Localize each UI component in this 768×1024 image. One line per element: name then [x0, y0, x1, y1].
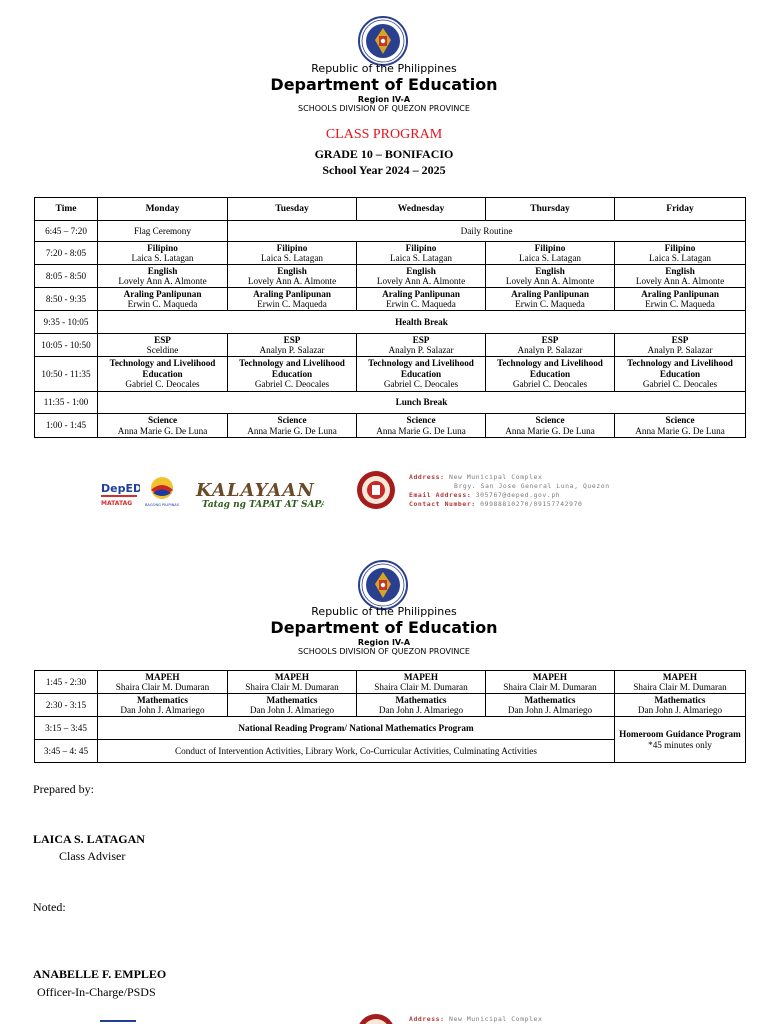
class-schedule-table [34, 197, 746, 438]
kalayaan-tagline: Tatag ng TAPAT AT SAPAT [202, 500, 324, 510]
header-monday: Monday [98, 198, 228, 221]
class-cell [228, 334, 357, 357]
contact-label: Contact Number: [409, 500, 476, 508]
subject-label: ESP [283, 334, 301, 345]
address-block [409, 1015, 542, 1024]
class-cell [615, 357, 746, 392]
time-cell: 1:45 - 2:30 [35, 671, 98, 694]
school-seal-icon [356, 1013, 396, 1024]
subject-label: MAPEH [274, 671, 310, 682]
class-schedule-table-continued [34, 670, 746, 763]
subject-label: English [277, 265, 307, 276]
flag-ceremony-cell: Flag Ceremony [98, 221, 228, 242]
time-cell: 8:05 - 8:50 [35, 265, 98, 288]
class-cell [486, 357, 615, 392]
teacher-label: Lovely Ann A. Almonte [376, 276, 466, 286]
subject-label: Filipino [534, 242, 566, 253]
class-cell [228, 357, 357, 392]
time-cell: 11:35 - 1:00 [35, 392, 98, 414]
time-cell: 2:30 - 3:15 [35, 694, 98, 717]
teacher-label: Laica S. Latagan [131, 253, 194, 263]
subject-label: English [147, 265, 178, 276]
teacher-label: Erwin C. Maqueda [257, 299, 327, 309]
subject-label: Araling Panlipunan [511, 288, 589, 299]
class-cell [615, 265, 746, 288]
header-friday: Friday [615, 198, 746, 221]
subject-label: Mathematics [266, 694, 318, 705]
deped-logo-text: DepED [101, 482, 140, 495]
subject-label: MAPEH [145, 671, 180, 682]
table-row [35, 414, 746, 438]
subject-label: Science [535, 415, 565, 425]
subject-label: Technology and Livelihood Education [627, 358, 733, 379]
class-cell [486, 694, 615, 717]
noted-by-role: Officer-In-Charge/PSDS [37, 985, 156, 999]
teacher-label: Lovely Ann A. Almonte [635, 276, 725, 286]
class-cell [615, 414, 746, 438]
deped-seal-icon [358, 16, 408, 66]
class-cell [357, 357, 486, 392]
teacher-label: Analyn P. Salazar [388, 345, 454, 355]
subject-label: English [665, 265, 695, 276]
time-cell: 7:20 - 8:05 [35, 242, 98, 265]
table-row [35, 311, 746, 334]
teacher-label: Dan John J. Almariego [249, 705, 335, 715]
teacher-label: Gabriel C. Deocales [125, 379, 200, 390]
teacher-label: Laica S. Latagan [390, 253, 452, 263]
table-row [35, 288, 746, 311]
class-cell [486, 242, 615, 265]
teacher-label: Lovely Ann A. Almonte [505, 276, 595, 286]
subject-label: English [406, 265, 436, 276]
class-cell [98, 357, 228, 392]
class-cell [357, 288, 486, 311]
teacher-label: Gabriel C. Deocales [512, 379, 588, 390]
subject-label: Mathematics [524, 694, 576, 705]
time-cell: 9:35 - 10:05 [35, 311, 98, 334]
subject-label: Technology and Livelihood Education [368, 358, 474, 379]
teacher-label: Shaira Clair M. Dumaran [374, 682, 468, 692]
class-cell [357, 334, 486, 357]
teacher-label: Anna Marie G. De Luna [635, 425, 725, 436]
contact-value: 09988810270/09157742970 [480, 500, 583, 508]
daily-routine-cell: Daily Routine [228, 221, 746, 242]
grade-section: GRADE 10 – BONIFACIO [314, 147, 454, 161]
class-cell [357, 242, 486, 265]
bagong-pilipinas-logo [144, 474, 180, 508]
homeroom-title: Homeroom Guidance Program [619, 729, 741, 739]
prepared-by-name: LAICA S. LATAGAN [33, 832, 145, 846]
header-time: Time [35, 198, 98, 221]
table-row [35, 392, 746, 414]
subject-label: Mathematics [395, 694, 447, 705]
table-row [35, 694, 746, 717]
class-cell [98, 671, 228, 694]
division-label: SCHOOLS DIVISION OF QUEZON PROVINCE [298, 104, 470, 113]
subject-label: ESP [671, 334, 689, 345]
class-cell [486, 265, 615, 288]
class-cell [615, 671, 746, 694]
subject-label: English [535, 265, 565, 276]
teacher-label: Lovely Ann A. Almonte [247, 276, 337, 286]
teacher-label: Analyn P. Salazar [517, 345, 583, 355]
teacher-label: Sceldine [146, 345, 179, 355]
teacher-label: Anna Marie G. De Luna [247, 425, 337, 436]
table-row [35, 334, 746, 357]
class-cell [357, 265, 486, 288]
class-cell [486, 671, 615, 694]
department-title: Department of Education [270, 618, 498, 637]
subject-label: ESP [541, 334, 559, 345]
address-line1: New Municipal Complex [449, 473, 543, 481]
teacher-label: Laica S. Latagan [519, 253, 581, 263]
subject-label: MAPEH [662, 671, 698, 682]
class-cell [228, 694, 357, 717]
school-seal-icon [356, 470, 396, 510]
subject-label: MAPEH [532, 671, 568, 682]
class-cell [228, 414, 357, 438]
subject-label: MAPEH [403, 671, 439, 682]
email-value: 305767@deped.gov.ph [475, 491, 561, 499]
class-cell [357, 694, 486, 717]
health-break-cell: Health Break [98, 311, 746, 334]
subject-label: ESP [412, 334, 430, 345]
kalayaan-logo [194, 478, 324, 512]
class-cell [98, 414, 228, 438]
class-cell [615, 694, 746, 717]
subject-label: Filipino [405, 242, 437, 253]
republic-label: Republic of the Philippines [311, 605, 457, 618]
subject-label: Araling Panlipunan [253, 288, 331, 299]
table-header-row [35, 198, 746, 221]
noted-label: Noted: [33, 900, 66, 914]
prepared-by-role: Class Adviser [59, 849, 126, 863]
subject-label: ESP [154, 334, 171, 345]
teacher-label: Erwin C. Maqueda [645, 299, 715, 309]
deped-matatag-logo [100, 1020, 140, 1024]
class-cell [357, 414, 486, 438]
subject-label: Science [147, 415, 178, 425]
class-cell [98, 288, 228, 311]
department-title: Department of Education [270, 75, 498, 94]
subject-label: Science [277, 415, 307, 425]
address-line2: Brgy. San Jose General Luna, Quezon [454, 482, 610, 490]
teacher-label: Dan John J. Almariego [120, 705, 205, 715]
deped-seal-icon [358, 560, 408, 610]
subject-label: Filipino [276, 242, 308, 253]
class-cell [615, 288, 746, 311]
class-cell [98, 694, 228, 717]
homeroom-guidance-cell [615, 717, 746, 763]
intervention-activities-cell: Conduct of Intervention Activities, Library Work, Co-Curricular Activities, Culminating Activities [98, 740, 615, 763]
address-label: Address: [409, 1015, 445, 1023]
teacher-label: Anna Marie G. De Luna [117, 425, 208, 436]
teacher-label: Dan John J. Almariego [378, 705, 464, 715]
class-cell [228, 265, 357, 288]
kalayaan-text: KALAYAAN [196, 480, 315, 501]
time-cell: 6:45 – 7:20 [35, 221, 98, 242]
bagong-pilipinas-text: BAGONG PILIPINAS [144, 503, 180, 507]
class-cell [98, 334, 228, 357]
teacher-label: Erwin C. Maqueda [386, 299, 456, 309]
subject-label: Mathematics [654, 694, 706, 705]
time-cell: 10:50 - 11:35 [35, 357, 98, 392]
time-cell: 3:45 – 4: 45 [35, 740, 98, 763]
division-label: SCHOOLS DIVISION OF QUEZON PROVINCE [298, 647, 470, 656]
class-cell [486, 334, 615, 357]
teacher-label: Laica S. Latagan [261, 253, 323, 263]
class-cell [98, 265, 228, 288]
teacher-label: Analyn P. Salazar [259, 345, 325, 355]
time-cell: 10:05 - 10:50 [35, 334, 98, 357]
prepared-by-label: Prepared by: [33, 782, 94, 796]
subject-label: Araling Panlipunan [123, 288, 202, 299]
republic-label: Republic of the Philippines [311, 62, 457, 75]
time-cell: 3:15 – 3:45 [35, 717, 98, 740]
school-year: School Year 2024 – 2025 [322, 163, 446, 177]
teacher-label: Erwin C. Maqueda [515, 299, 585, 309]
class-cell [228, 288, 357, 311]
subject-label: Technology and Livelihood Education [497, 358, 603, 379]
teacher-label: Gabriel C. Deocales [254, 379, 330, 390]
table-row [35, 717, 746, 740]
teacher-label: Dan John J. Almariego [507, 705, 593, 715]
subject-label: Araling Panlipunan [641, 288, 719, 299]
class-cell [228, 242, 357, 265]
header-thursday: Thursday [486, 198, 615, 221]
teacher-label: Anna Marie G. De Luna [376, 425, 466, 436]
lunch-break-cell: Lunch Break [98, 392, 746, 414]
class-cell [357, 671, 486, 694]
teacher-label: Shaira Clair M. Dumaran [633, 682, 727, 692]
class-program-title: CLASS PROGRAM [325, 127, 443, 142]
homeroom-note: *45 minutes only [648, 739, 712, 750]
teacher-label: Erwin C. Maqueda [127, 299, 198, 309]
class-cell [615, 334, 746, 357]
address-block [409, 473, 610, 509]
header-wednesday: Wednesday [357, 198, 486, 221]
subject-label: Mathematics [136, 694, 189, 705]
reading-math-program-cell: National Reading Program/ National Mathematics Program [98, 717, 615, 740]
teacher-label: Shaira Clair M. Dumaran [245, 682, 339, 692]
subject-label: Filipino [664, 242, 696, 253]
teacher-label: Dan John J. Almariego [637, 705, 723, 715]
class-cell [98, 242, 228, 265]
header-tuesday: Tuesday [228, 198, 357, 221]
table-row [35, 357, 746, 392]
teacher-label: Anna Marie G. De Luna [505, 425, 595, 436]
table-row [35, 221, 746, 242]
table-row [35, 242, 746, 265]
subject-label: Filipino [147, 242, 178, 253]
teacher-label: Lovely Ann A. Almonte [118, 276, 207, 286]
region-label: Region IV-A [357, 638, 411, 647]
teacher-label: Laica S. Latagan [649, 253, 711, 263]
class-cell [486, 414, 615, 438]
subject-label: Technology and Livelihood Education [239, 358, 345, 379]
email-label: Email Address: [409, 491, 472, 499]
subject-label: Science [406, 415, 436, 425]
region-label: Region IV-A [357, 95, 411, 104]
subject-label: Technology and Livelihood Education [109, 358, 216, 379]
teacher-label: Shaira Clair M. Dumaran [503, 682, 597, 692]
noted-by-name: ANABELLE F. EMPLEO [33, 967, 167, 981]
teacher-label: Analyn P. Salazar [647, 345, 713, 355]
class-cell [615, 242, 746, 265]
teacher-label: Shaira Clair M. Dumaran [115, 682, 210, 692]
subject-label: Araling Panlipunan [382, 288, 460, 299]
teacher-label: Gabriel C. Deocales [383, 379, 459, 390]
address-label: Address: [409, 473, 445, 481]
table-row [35, 265, 746, 288]
time-cell: 8:50 - 9:35 [35, 288, 98, 311]
teacher-label: Gabriel C. Deocales [642, 379, 718, 390]
table-row [35, 671, 746, 694]
subject-label: Science [665, 415, 695, 425]
deped-matatag-logo [100, 478, 140, 508]
class-cell [486, 288, 615, 311]
address-line1: New Municipal Complex [449, 1015, 543, 1023]
time-cell: 1:00 - 1:45 [35, 414, 98, 438]
class-cell [228, 671, 357, 694]
matatag-text: MATATAG [101, 500, 133, 507]
